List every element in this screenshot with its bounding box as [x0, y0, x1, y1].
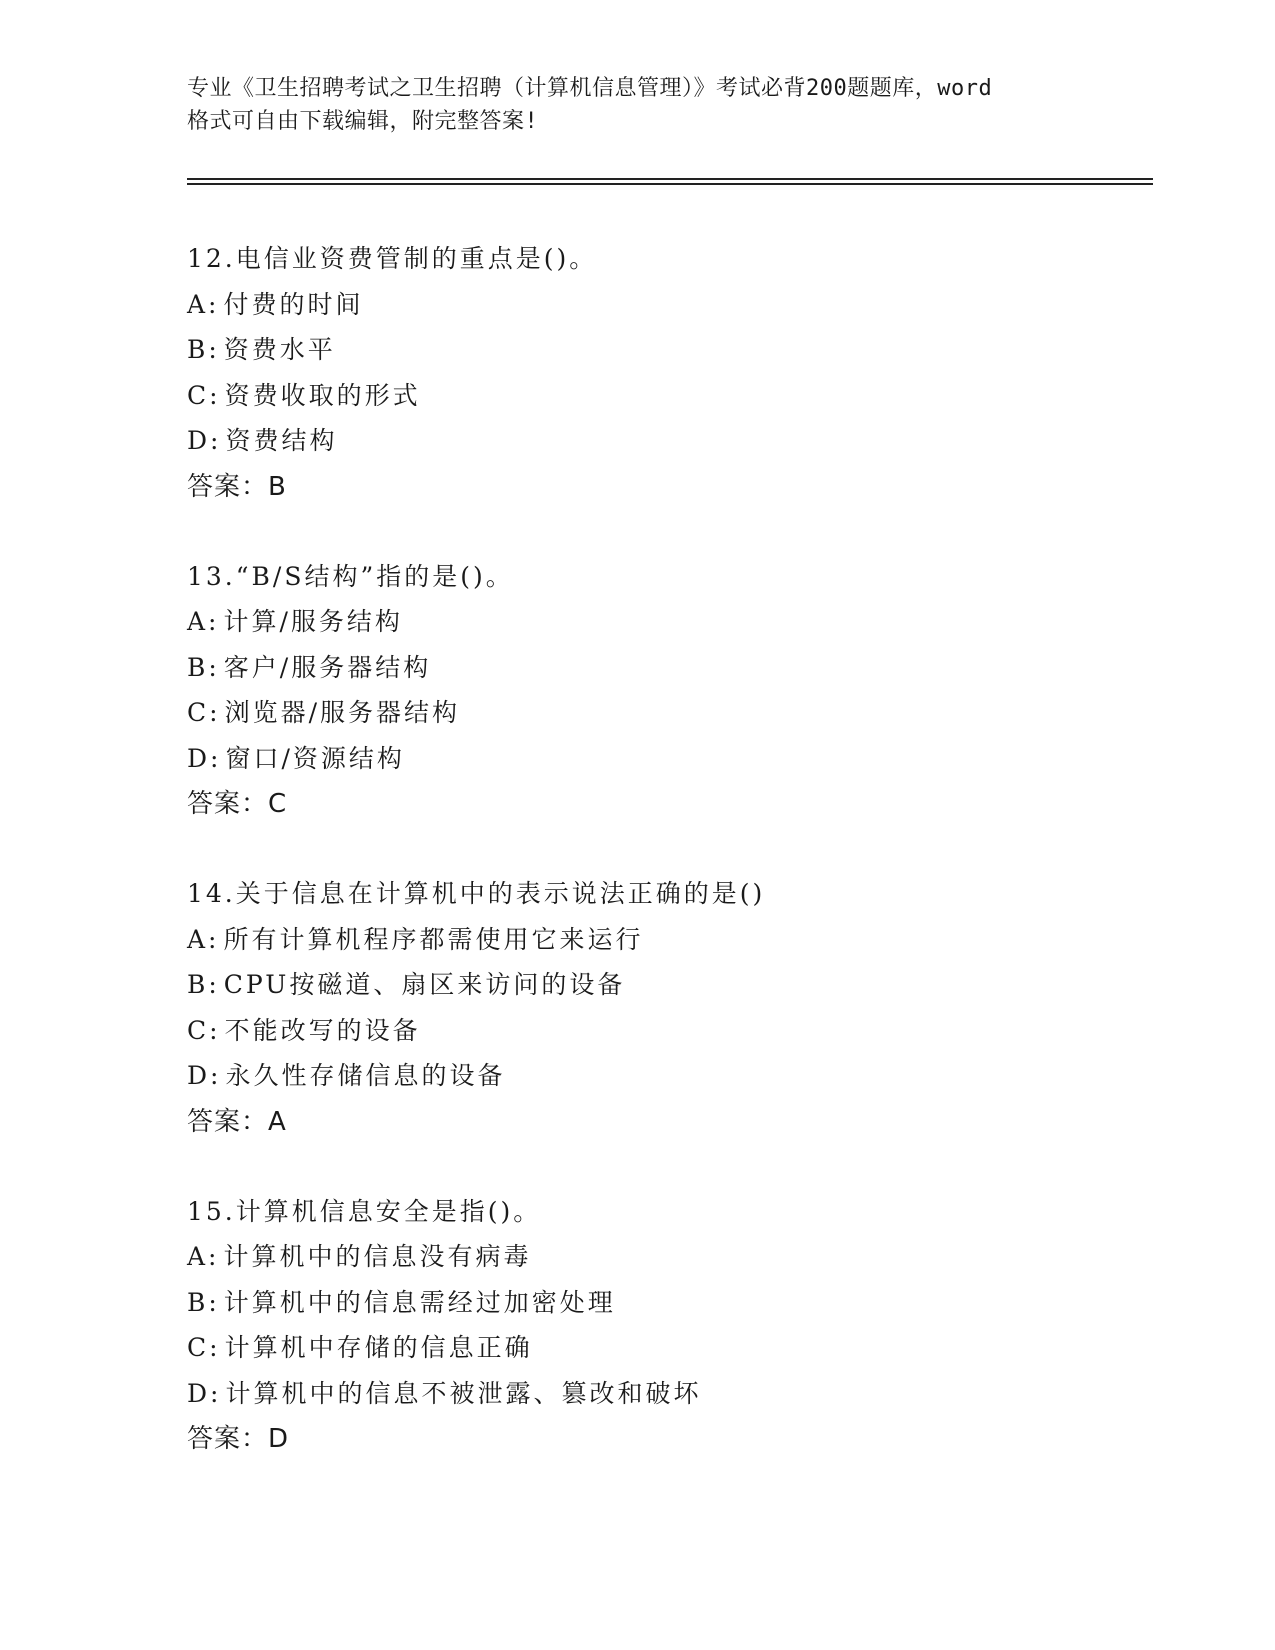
option-text: 资费收取的形式	[224, 380, 421, 410]
question-stem: 13.“B/S结构”指的是()。	[187, 561, 514, 591]
option-label: D:	[187, 1061, 222, 1090]
answer-line: 答案：D	[187, 1424, 290, 1454]
question-13	[187, 554, 1147, 828]
option-b	[187, 1280, 1147, 1326]
option-d	[187, 1053, 1147, 1099]
header-line-1: 专业《卫生招聘考试之卫生招聘（计算机信息管理）》考试必背200题题库，word	[187, 76, 993, 101]
option-c	[187, 1325, 1147, 1371]
option-text: 不能改写的设备	[224, 1015, 421, 1045]
option-text: 计算/服务结构	[223, 607, 403, 636]
option-text: 计算机中存储的信息正确	[224, 1333, 533, 1362]
option-a	[187, 599, 1147, 645]
option-b	[187, 645, 1147, 691]
option-c	[187, 1008, 1147, 1054]
option-label: D:	[187, 1378, 222, 1408]
option-label: C:	[187, 1333, 221, 1362]
option-text: 浏览器/服务器结构	[224, 698, 460, 727]
answer-line: 答案：C	[187, 789, 288, 819]
question-15	[187, 1189, 1147, 1463]
option-text: 计算机中的信息没有病毒	[223, 1242, 532, 1271]
option-label: B:	[187, 335, 220, 364]
option-d	[187, 736, 1147, 782]
option-text: 永久性存储信息的设备	[225, 1061, 506, 1090]
option-a	[187, 282, 1147, 328]
option-text: 资费结构	[225, 426, 338, 455]
question-stem: 12.电信业资费管制的重点是()。	[187, 244, 598, 273]
option-text: 所有计算机程序都需使用它来运行	[223, 924, 644, 954]
option-label: C:	[187, 380, 221, 410]
option-label: B:	[187, 970, 220, 999]
option-label: D:	[187, 743, 222, 773]
option-label: A:	[187, 289, 220, 319]
option-c	[187, 373, 1147, 419]
option-b	[187, 962, 1147, 1008]
answer-line: 答案：A	[187, 1106, 287, 1137]
question-stem: 14.关于信息在计算机中的表示说法正确的是()	[187, 879, 766, 908]
option-text: 客户/服务器结构	[223, 652, 432, 682]
option-label: B:	[187, 652, 220, 682]
option-label: C:	[187, 1015, 221, 1045]
question-12	[187, 236, 1147, 510]
option-text: CPU按磁道、扇区来访问的设备	[223, 970, 626, 999]
header-divider-top	[187, 178, 1153, 180]
option-label: C:	[187, 698, 221, 727]
option-text: 付费的时间	[223, 289, 364, 319]
question-14	[187, 871, 1147, 1145]
option-a	[187, 917, 1147, 963]
option-c	[187, 690, 1147, 736]
option-text: 资费水平	[223, 335, 336, 364]
question-stem: 15.计算机信息安全是指()。	[187, 1196, 542, 1226]
option-label: B:	[187, 1287, 220, 1317]
option-label: A:	[187, 924, 220, 954]
header-divider-bottom	[187, 183, 1153, 185]
option-label: A:	[187, 1242, 220, 1271]
option-text: 窗口/资源结构	[225, 743, 405, 773]
option-text: 计算机中的信息需经过加密处理	[223, 1287, 616, 1317]
option-a	[187, 1234, 1147, 1280]
option-label: D:	[187, 426, 222, 455]
question-list	[187, 236, 1147, 1506]
option-d	[187, 418, 1147, 464]
answer-line: 答案：B	[187, 471, 287, 502]
document-header	[187, 72, 1087, 138]
option-b	[187, 327, 1147, 373]
option-text: 计算机中的信息不被泄露、篡改和破坏	[225, 1378, 702, 1408]
option-d	[187, 1371, 1147, 1417]
option-label: A:	[187, 607, 220, 636]
header-line-2: 格式可自由下载编辑，附完整答案!	[187, 109, 539, 134]
